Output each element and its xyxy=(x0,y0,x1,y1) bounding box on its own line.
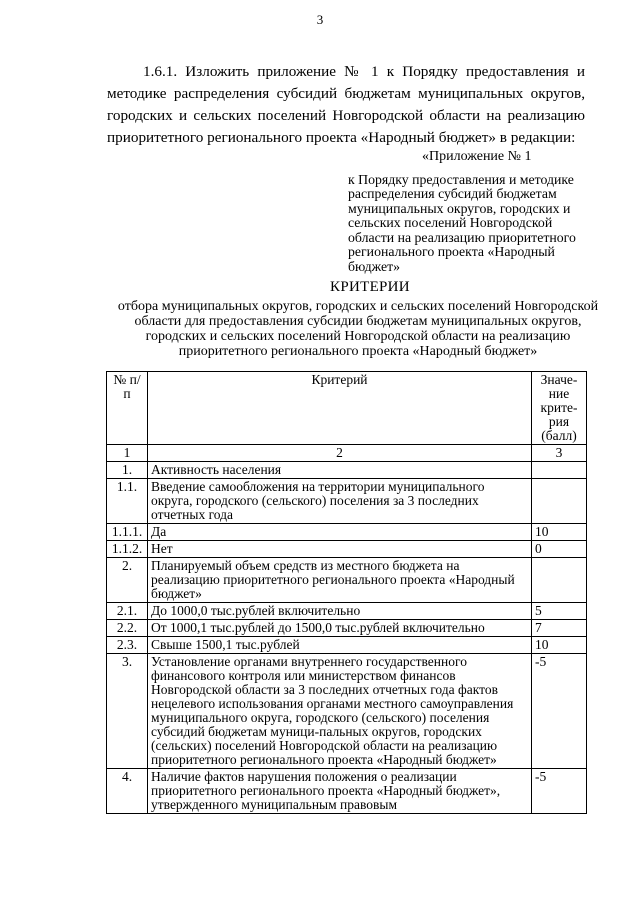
row-value: 5 xyxy=(532,603,587,620)
appendix-title: «Приложение № 1 xyxy=(422,149,532,164)
row-criterion: Активность населения xyxy=(148,462,532,479)
row-number: 1. xyxy=(107,462,148,479)
table-row xyxy=(107,654,587,769)
table-row xyxy=(107,524,587,541)
row-criterion: Свыше 1500,1 тыс.рублей xyxy=(148,637,532,654)
row-value xyxy=(532,479,587,524)
appendix-block xyxy=(348,150,598,274)
table-index-row xyxy=(107,445,587,462)
row-criterion: Планируемый объем средств из местного бюджета на реализацию приоритетного регионального проекта «Народный бюджет» xyxy=(148,558,532,603)
row-value: 0 xyxy=(532,541,587,558)
table-row xyxy=(107,479,587,524)
row-criterion: Наличие фактов нарушения положения о реализации приоритетного регионального проекта «Народный бюджет», утвержденного муниципальным правовым xyxy=(148,769,532,814)
row-criterion: От 1000,1 тыс.рублей до 1500,0 тыс.рублей включительно xyxy=(148,620,532,637)
row-value: 7 xyxy=(532,620,587,637)
row-criterion: Нет xyxy=(148,541,532,558)
row-value: -5 xyxy=(532,769,587,814)
criteria-title: КРИТЕРИИ xyxy=(330,279,410,295)
row-criterion: Да xyxy=(148,524,532,541)
row-number: 1.1.2. xyxy=(107,541,148,558)
index-cell: 2 xyxy=(148,445,532,462)
row-number: 4. xyxy=(107,769,148,814)
header-num: № п/п xyxy=(107,372,148,445)
table-header-row xyxy=(107,372,587,445)
table-row xyxy=(107,769,587,814)
index-cell: 1 xyxy=(107,445,148,462)
row-value: 10 xyxy=(532,524,587,541)
intro-paragraph: 1.6.1. Изложить приложение № 1 к Порядку предоставления и методике распределения субсидий бюджетам муниципальных округов, городских и сельских поселений Новгородской области на реализацию приоритетного регионального проекта «Народный бюджет» в редакции: xyxy=(107,63,585,146)
header-criterion: Критерий xyxy=(148,372,532,445)
header-value: Значе-ние крите-рия (балл) xyxy=(532,372,587,445)
table-row xyxy=(107,637,587,654)
row-number: 1.1.1. xyxy=(107,524,148,541)
table-row xyxy=(107,620,587,637)
row-number: 1.1. xyxy=(107,479,148,524)
criteria-subtitle: отбора муниципальных округов, городских и сельских поселений Новгородской области для предоставления субсидии бюджетам муниципальных округов, городских и сельских поселений Новгородской области на реализацию приоритетного регионального проекта «Народный бюджет» xyxy=(117,299,599,359)
criteria-table xyxy=(106,371,587,814)
row-criterion: Введение самообложения на территории муниципального округа, городского (сельского) поселения за 3 последних отчетных года xyxy=(148,479,532,524)
table-row xyxy=(107,541,587,558)
row-number: 2.1. xyxy=(107,603,148,620)
table-row xyxy=(107,462,587,479)
row-criterion: До 1000,0 тыс.рублей включительно xyxy=(148,603,532,620)
row-number: 2.2. xyxy=(107,620,148,637)
row-criterion: Установление органами внутреннего государственного финансового контроля или министерством финансов Новгородской области за 3 последних отчетных года фактов нецелевого использования органами местного самоуправления муниципального округа, городского (сельского) поселения субсидий бюджетам муници-пальных округов, городских (сельских) поселений Новгородской области на реализацию приоритетного регионального проекта «Народный бюджет» xyxy=(148,654,532,769)
row-value xyxy=(532,462,587,479)
index-cell: 3 xyxy=(532,445,587,462)
row-value: 10 xyxy=(532,637,587,654)
row-number: 2.3. xyxy=(107,637,148,654)
table-row xyxy=(107,558,587,603)
table-row xyxy=(107,603,587,620)
row-number: 3. xyxy=(107,654,148,769)
row-value xyxy=(532,558,587,603)
page-number: 3 xyxy=(316,12,324,27)
appendix-text: к Порядку предоставления и методике распределения субсидий бюджетам муниципальных округов, городских и сельских поселений Новгородской области на реализацию приоритетного регионального проекта «Народный бюджет» xyxy=(348,171,576,274)
row-number: 2. xyxy=(107,558,148,603)
row-value: -5 xyxy=(532,654,587,769)
